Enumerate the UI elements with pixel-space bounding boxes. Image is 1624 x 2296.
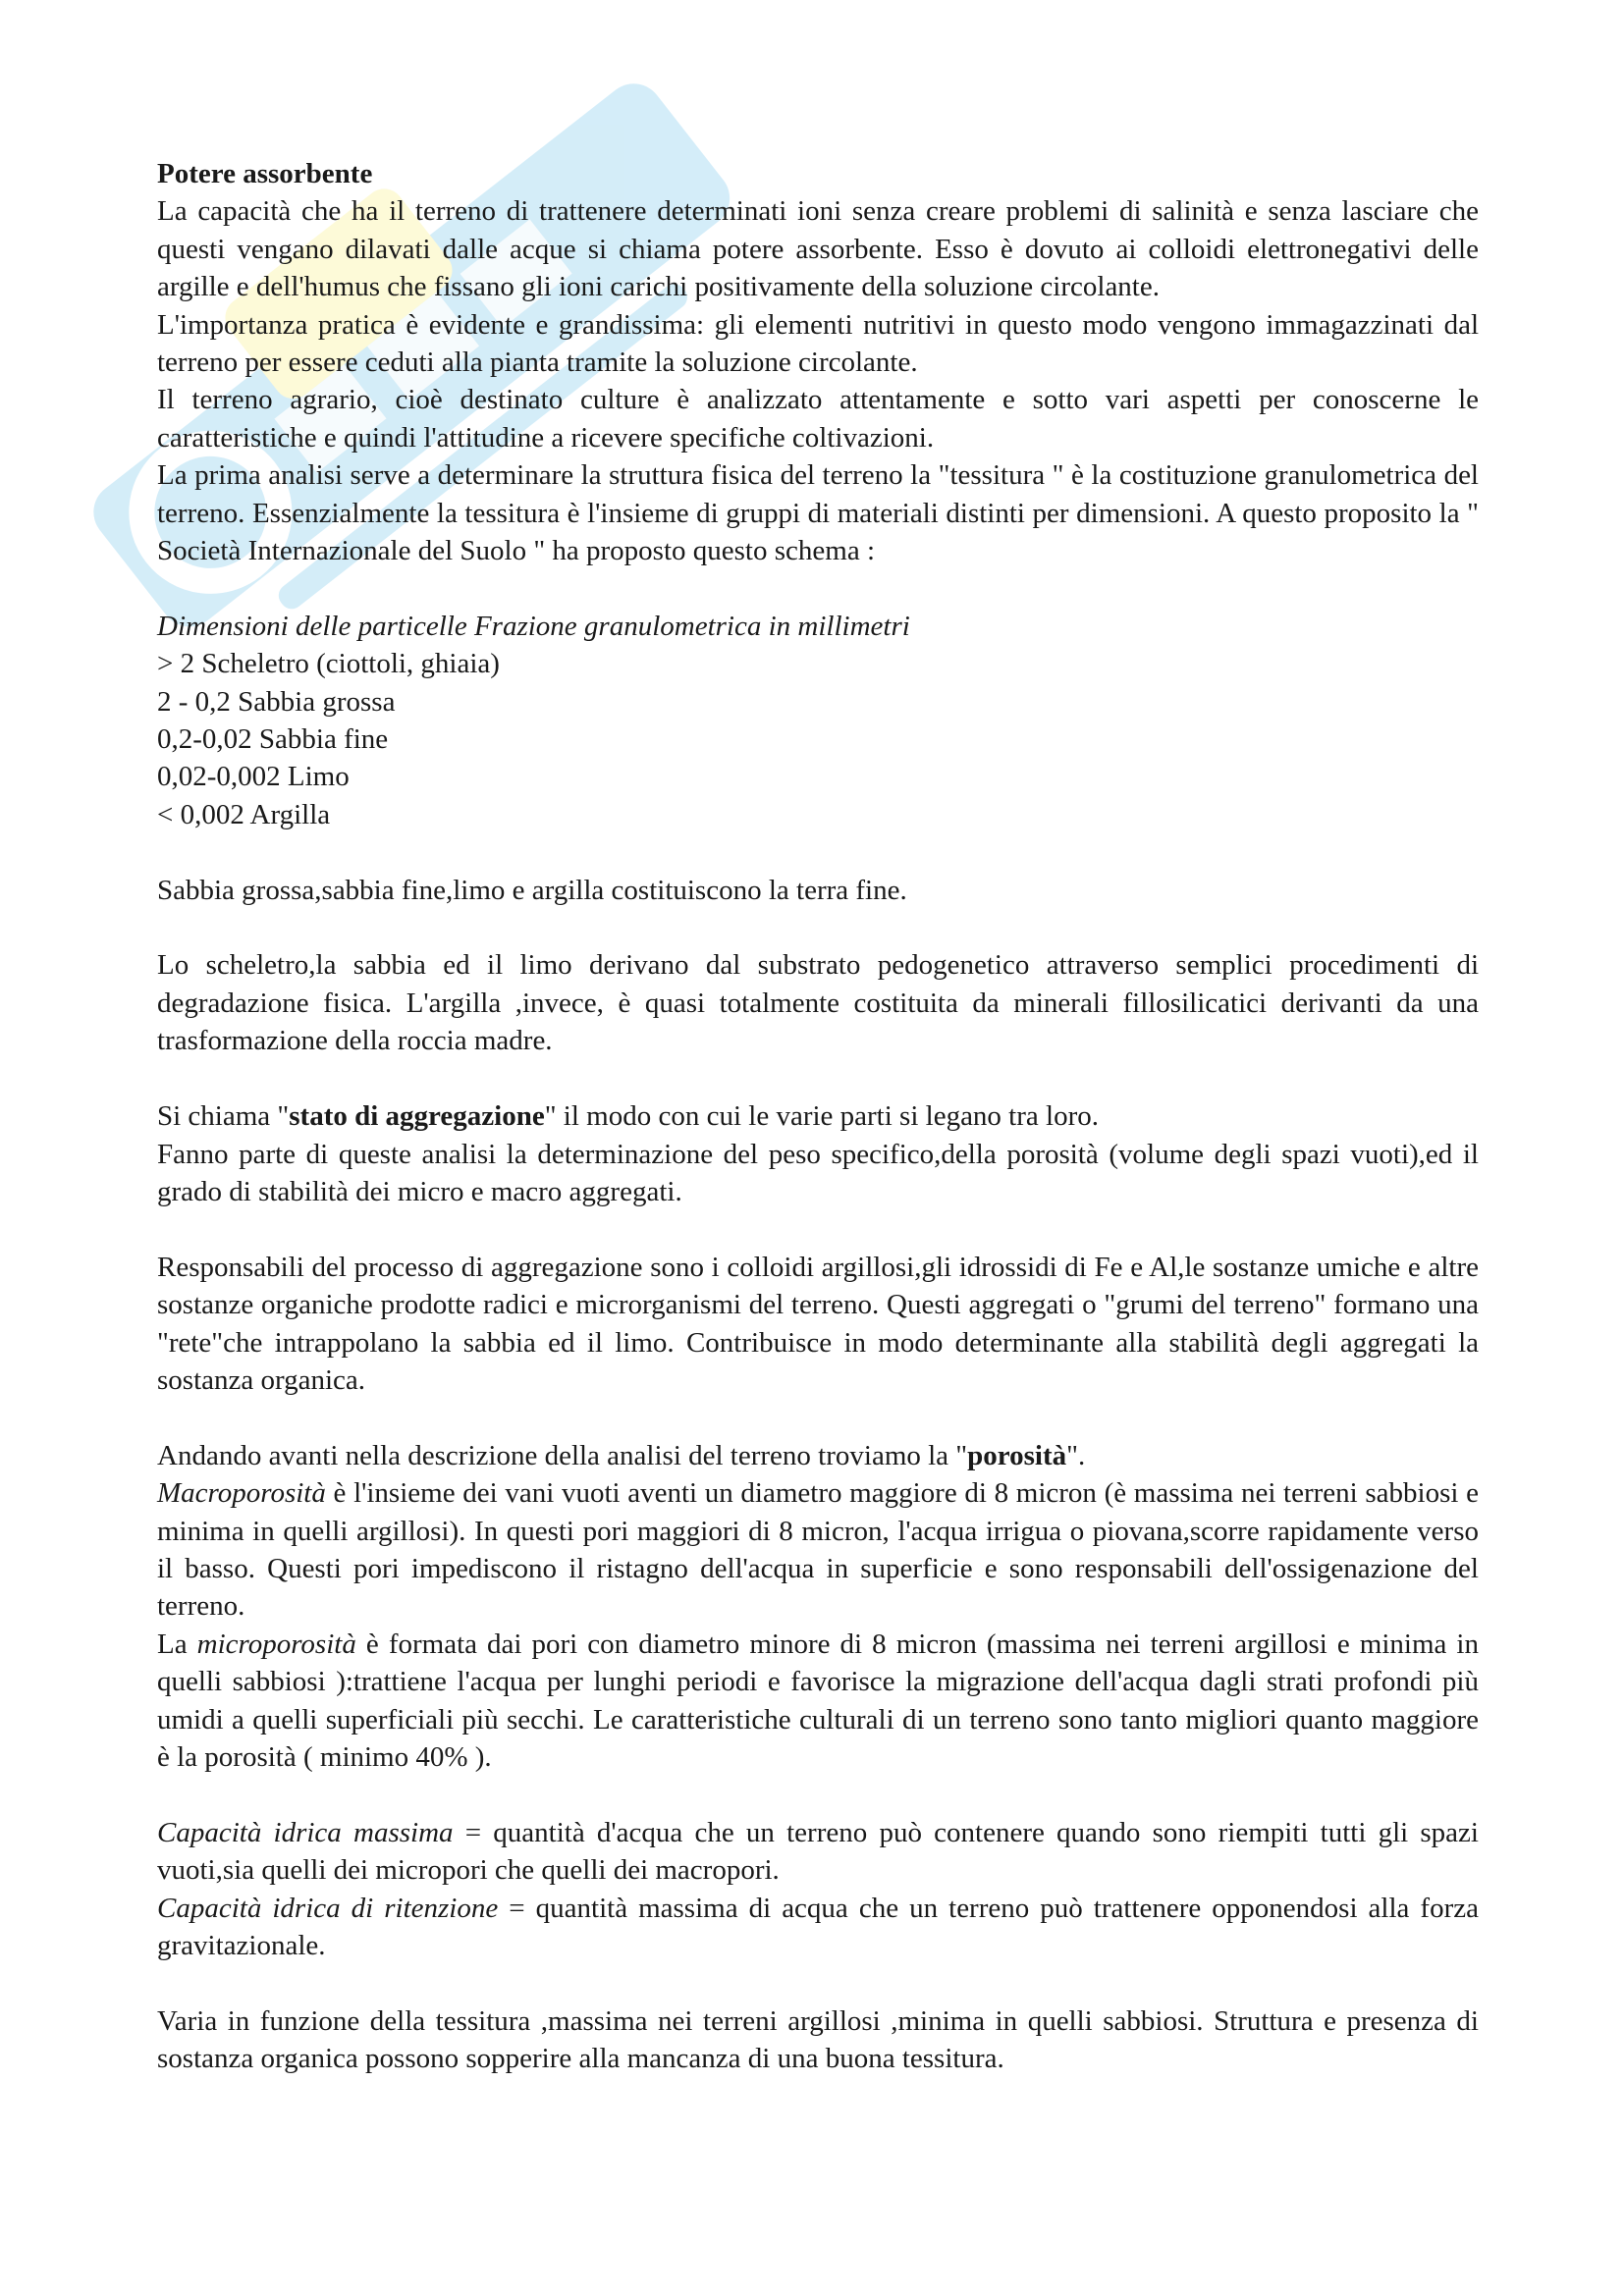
table-row: 0,02-0,002 Limo (157, 761, 350, 793)
table-row: > 2 Scheletro (ciottoli, ghiaia) (157, 648, 500, 680)
paragraph: Lo scheletro,la sabbia ed il limo derivano dal substrato pedogenetico attraverso semplici procedimenti di degradazione fisica. L'argilla ,invece, è quasi totalmente costituita da minerali fillosilicatici derivanti da una trasformazione della roccia madre. (157, 949, 1479, 1057)
table-header: Dimensioni delle particelle Frazione granulometrica in millimetri (157, 610, 910, 642)
paragraph: Capacità idrica massima = quantità d'acqua che un terreno può contenere quando sono riempiti tutti gli spazi vuoti,sia quelli dei micropori che quelli dei macropori. (157, 1816, 1479, 1887)
table-row: < 0,002 Argilla (157, 798, 331, 830)
paragraph: Responsabili del processo di aggregazione sono i colloidi argillosi,gli idrossidi di Fe e Al,le sostanze umiche e altre sostanze organiche prodotte radici e microrganismi del terreno. Questi aggregati o "grumi del terreno" formano una "rete"che intrappolano la sabbia ed il limo. Contribuisce in modo determinante alla stabilità degli aggregati la sostanza organica. (157, 1251, 1479, 1396)
section-title: Potere assorbente (157, 158, 373, 189)
document-page (157, 155, 1479, 2078)
granulometry-table (157, 608, 1479, 833)
paragraph: Capacità idrica di ritenzione = quantità massima di acqua che un terreno può trattenere opponendosi alla forza gravitazionale. (157, 1892, 1479, 1961)
paragraph: La capacità che ha il terreno di trattenere determinati ioni senza creare problemi di salinità e senza lasciare che questi vengano dilavati dalle acque si chiama potere assorbente. Esso è dovuto ai colloidi elettronegativi delle argille e dell'humus che fissano gli ioni carichi positivamente della soluzione circolante. (157, 195, 1479, 303)
paragraph: L'importanza pratica è evidente e grandissima: gli elementi nutritivi in questo modo vengono immagazzinati dal terreno per essere ceduti alla pianta tramite la soluzione circolante. (157, 308, 1479, 379)
table-row: 2 - 0,2 Sabbia grossa (157, 685, 396, 718)
paragraph: Si chiama "stato di aggregazione" il modo con cui le varie parti si legano tra loro. (157, 1100, 1099, 1133)
paragraph: La prima analisi serve a determinare la struttura fisica del terreno la "tessitura " è la costituzione granulometrica del terreno. Essenzialmente la tessitura è l'insieme di gruppi di materiali distinti per dimensioni. A questo proposito la " Società Internazionale del Suolo " ha proposto questo schema : (157, 459, 1479, 567)
paragraph: Sabbia grossa,sabbia fine,limo e argilla costituiscono la terra fine. (157, 874, 907, 906)
paragraph: La microporosità è formata dai pori con diametro minore di 8 micron (massima nei terreni argillosi e minima in quelli sabbiosi ):trattiene l'acqua per lunghi periodi e favorisce la migrazione dell'acqua dagli strati profondi più umidi a quelli superficiali più secchi. Le caratteristiche culturali di un terreno sono tanto migliori quanto maggiore è la porosità ( minimo 40% ). (157, 1628, 1479, 1773)
paragraph: Varia in funzione della tessitura ,massima nei terreni argillosi ,minima in quelli sabbiosi. Struttura e presenza di sostanza organica possono sopperire alla mancanza di una buona tessitura. (157, 2004, 1479, 2075)
paragraph: Fanno parte di queste analisi la determinazione del peso specifico,della porosità (volume degli spazi vuoti),ed il grado di stabilità dei micro e macro aggregati. (157, 1138, 1479, 1207)
paragraph: Macroporosità è l'insieme dei vani vuoti aventi un diametro maggiore di 8 micron (è massima nei terreni sabbiosi e minima in quelli argillosi). In questi pori maggiori di 8 micron, l'acqua irrigua o piovana,scorre rapidamente verso il basso. Questi pori impediscono il ristagno dell'acqua in superficie e sono responsabili dell'ossigenazione del terreno. (157, 1477, 1479, 1623)
table-row: 0,2-0,02 Sabbia fine (157, 723, 389, 756)
paragraph: Andando avanti nella descrizione della analisi del terreno troviamo la "porosità". (157, 1439, 1086, 1471)
paragraph: Il terreno agrario, cioè destinato culture è analizzato attentamente e sotto vari aspetti per conoscerne le caratteristiche e quindi l'attitudine a ricevere specifiche coltivazioni. (157, 384, 1479, 454)
